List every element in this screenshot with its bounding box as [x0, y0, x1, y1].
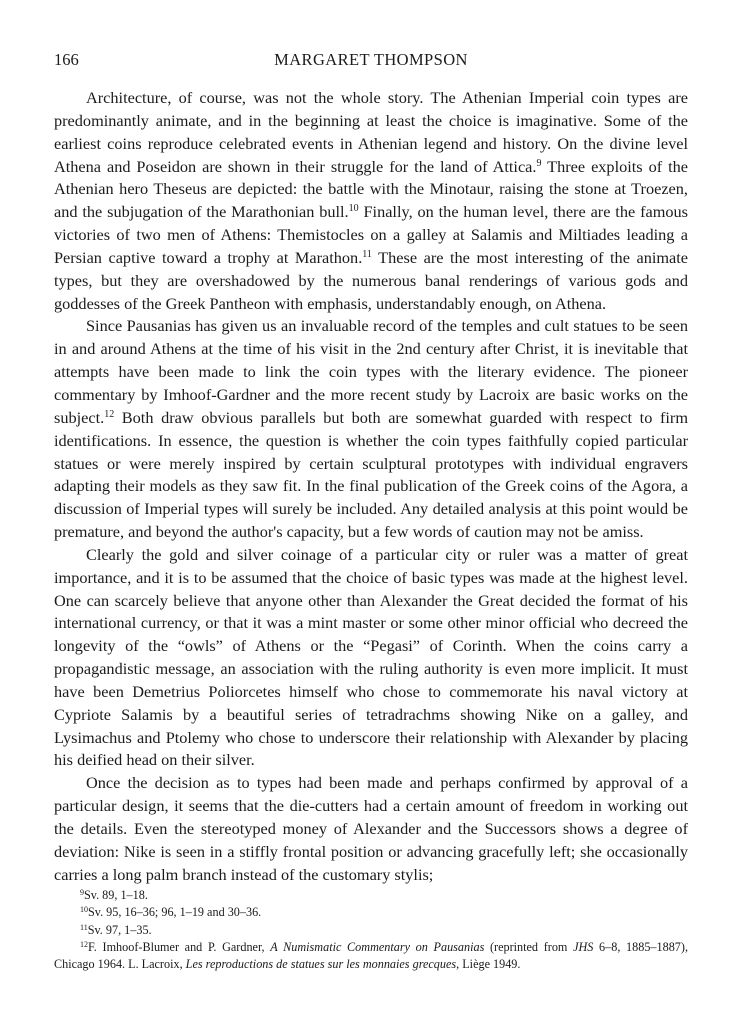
- paragraph: Clearly the gold and silver coinage of a particular city or ruler was a matter of great importance, and it is to be assumed that the choice of basic types was made at the highest level. One can scarcely believe that anyone other than Alexander the Great decided the format of his international currency, or that it was a mint master or some other minor official who decreed the longevity of the “owls” of Athens or the “Pegasi” of Corinth. When the coins carry a propagandistic message, an association with the ruling authority is even more implicit. It must have been Demetrius Poliorcetes himself who chose to commemorate his naval victory at Cypriote Salamis by a beautiful series of tetradrachms showing Nike on a galley, and Lysimachus and Ptolemy who chose to underscore their relationship with Alexander by placing his deified head on their silver.: [54, 544, 688, 770]
- footnote-ref[interactable]: 9: [536, 157, 542, 169]
- body-text: [54, 87, 688, 887]
- footnote: $^{12}$F. Imhoof-Blumer and P. Gardner, A Numismatic Commentary on Pausanias (reprinted from JHS 6–8, 1885–1887), Chicago 1964. L. Lacroix, Les reproductions de statues sur les monnaies grecques, Liège 1949.: [54, 939, 688, 972]
- book-title: Les reproductions de statues sur les monnaies grecques: [185, 957, 457, 972]
- footnote-ref[interactable]: 11: [362, 248, 372, 260]
- footnote-ref[interactable]: 12: [104, 408, 115, 420]
- book-title: A Numismatic Commentary on Pausanias: [270, 939, 485, 954]
- footnote-marker: 10: [80, 905, 88, 915]
- footnote: $^{11}$Sv. 97, 1–35.: [80, 922, 152, 937]
- footnote: $^9$Sv. 89, 1–18.: [80, 888, 148, 902]
- page-number: 166: [54, 50, 79, 69]
- footnote-marker: 12: [80, 939, 88, 949]
- journal-title: JHS: [573, 939, 594, 954]
- footnote-marker: 9: [80, 888, 84, 897]
- footnotes: [54, 887, 688, 973]
- paragraph: Architecture, of course, was not the whole story. The Athenian Imperial coin types are predominantly animate, and in the beginning at least the choice is imaginative. Some of the earliest coins reproduce celebrated events in Athenian legend and history. On the divine level Athena and Poseidon are shown in their struggle for the land of Attica.$^9$ Three exploits of the Athenian hero Theseus are depicted: the battle with the Minotaur, raising the stone at Troezen, and the subjugation of the Marathonian bull.$^{10}$ Finally, on the human level, there are the famous victories of two men of Athens: Themistocles on a galley at Salamis and Miltiades leading a Persian captive toward a trophy at Marathon.$^{11}$ These are the most interesting of the animate types, but they are overshadowed by the numerous banal renderings of various gods and goddesses of the Greek Pantheon with emphasis, understandably enough, on Athena.: [54, 88, 688, 313]
- footnote: $^{10}$Sv. 95, 16–36; 96, 1–19 and 30–36.: [80, 905, 262, 920]
- page-header: [54, 50, 688, 72]
- running-head: MARGARET THOMPSON: [274, 50, 468, 69]
- footnote-marker: 11: [80, 922, 88, 932]
- footnote-ref[interactable]: 10: [348, 203, 359, 215]
- paragraph: Since Pausanias has given us an invaluable record of the temples and cult statues to be seen in and around Athens at the time of his visit in the 2nd century after Christ, it is inevitable that attempts have been made to link the coin types with the literary evidence. The pioneer commentary by Imhoof-Gardner and the more recent study by Lacroix are basic works on the subject.$^{12}$ Both draw obvious parallels but both are somewhat guarded with respect to firm identifications. In essence, the question is whether the coin types faithfully copied particular statues or were merely inspired by certain sculptural prototypes with individual engravers adapting their models as they saw fit. In the final publication of the Greek coins of the Agora, a discussion of Imperial types will surely be included. Any detailed analysis at this point would be premature, and beyond the author's capacity, but a few words of caution may not be amiss.: [54, 316, 688, 542]
- paragraph: Once the decision as to types had been made and perhaps confirmed by approval of a particular design, it seems that the die-cutters had a certain amount of freedom in working out the details. Even the stereotyped money of Alexander and the Successors shows a degree of deviation: Nike is seen in a stiffly frontal position or advancing gracefully left; she occasionally carries a long palm branch instead of the customary stylis;: [54, 773, 688, 884]
